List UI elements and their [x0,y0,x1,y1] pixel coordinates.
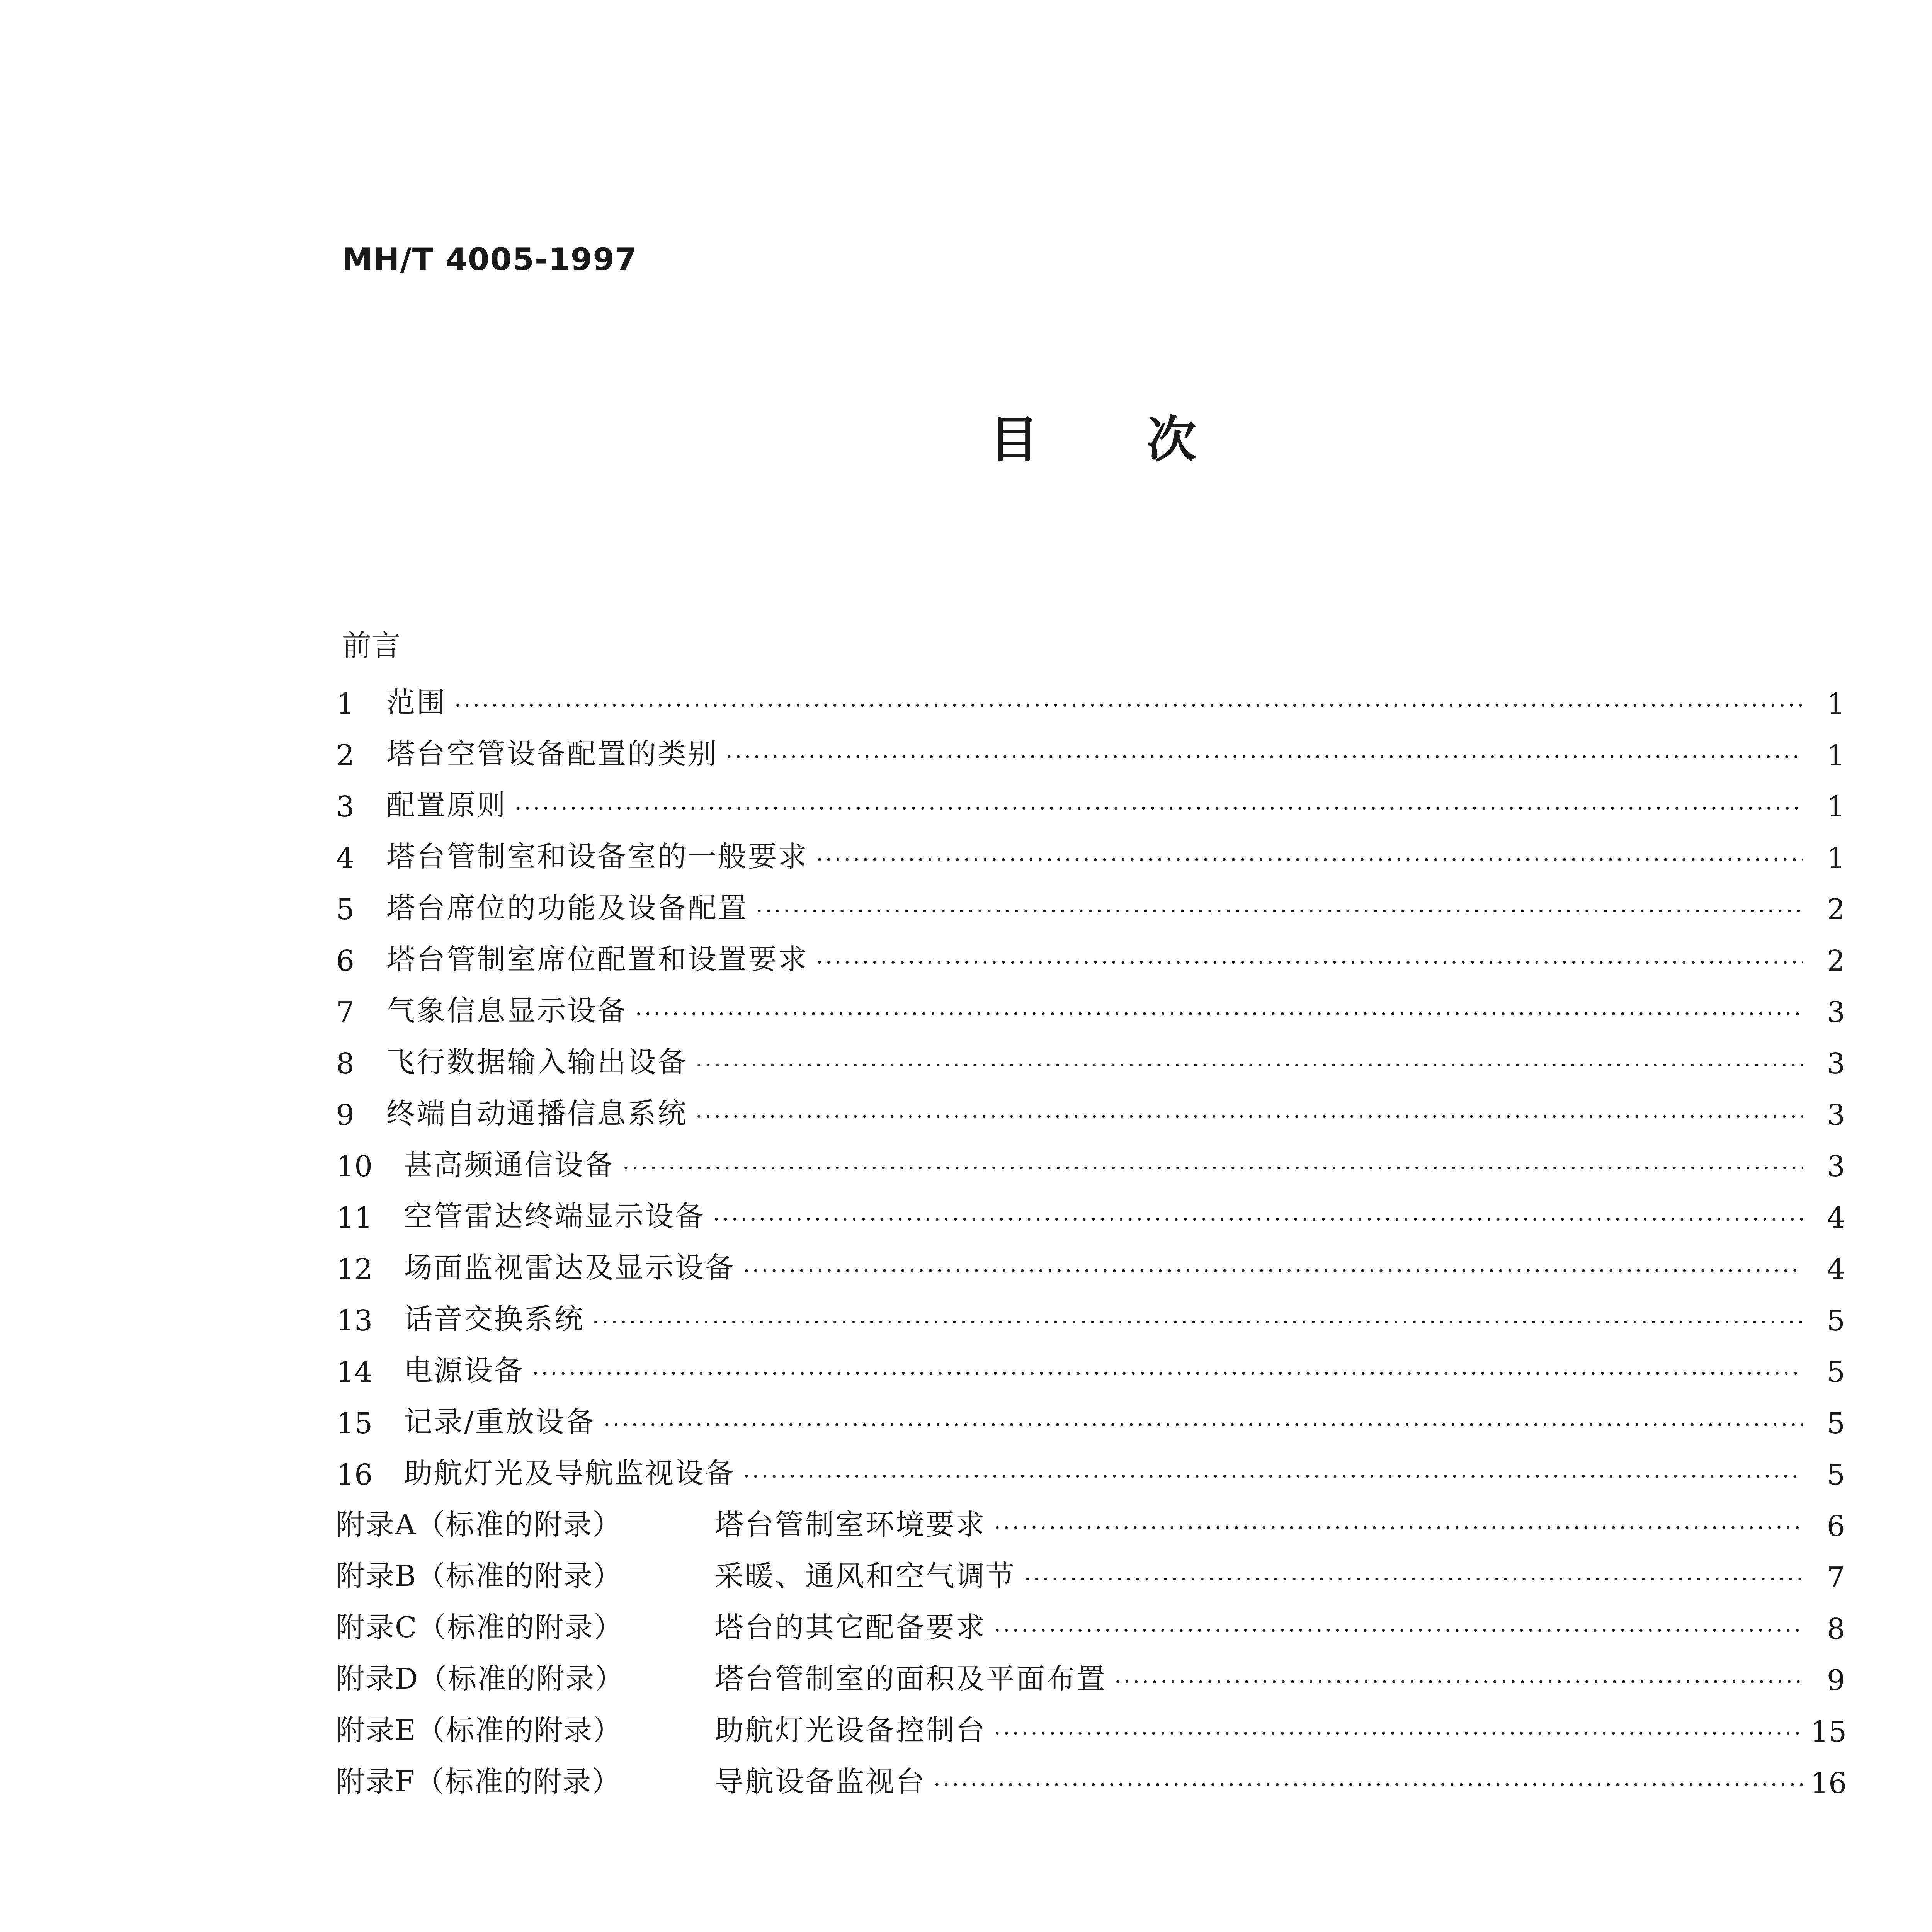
toc-entry-label: 塔台空管设备配置的类别 [386,737,718,770]
toc-entry-page: 3 [1827,996,1845,1029]
appendix-number: 附录D（标准的附录） [336,1662,624,1696]
toc-entry-label: 塔台管制室席位配置和设置要求 [386,943,808,976]
toc-entry-number: 4 [336,842,355,875]
dot-leader [994,1517,1803,1543]
dot-leader [934,1774,1803,1800]
toc-entry-7[interactable] [336,983,1845,1029]
toc-entry-page: 3 [1827,1047,1845,1080]
toc-appendix-a[interactable] [336,1497,1845,1543]
toc-entry-13[interactable] [336,1291,1845,1337]
standard-code: MH/T 4005-1997 [342,242,638,277]
appendix-label: 塔台管制室的面积及平面布置 [715,1662,1107,1696]
toc-entry-9[interactable] [336,1085,1845,1132]
toc-entry-number: 16 [336,1458,373,1492]
toc-entry-page: 5 [1827,1407,1845,1440]
toc-entry-number: 3 [336,790,355,823]
toc-entry-page: 4 [1827,1253,1845,1286]
toc-entry-number: 5 [336,893,355,926]
toc-entry-label: 配置原则 [386,789,507,822]
toc-entry-number: 1 [336,687,355,721]
appendix-label: 助航灯光设备控制台 [715,1714,986,1747]
dot-leader [696,1106,1803,1132]
toc-entry-15[interactable] [336,1394,1845,1440]
toc-entry-1[interactable] [336,674,1845,721]
appendix-number: 附录B（标准的附录） [336,1560,622,1593]
dot-leader [635,1003,1803,1029]
appendix-number: 附录C（标准的附录） [336,1611,623,1644]
toc-entry-label: 范围 [386,686,447,719]
toc-entry-11[interactable] [336,1188,1845,1235]
dot-leader [994,1723,1803,1748]
appendix-page: 6 [1827,1510,1845,1543]
toc-entry-16[interactable] [336,1445,1845,1492]
toc-entry-4[interactable] [336,828,1845,875]
dot-leader [756,901,1803,926]
toc-entry-number: 13 [336,1304,373,1337]
toc-entry-label: 电源设备 [404,1354,524,1387]
toc-entry-8[interactable] [336,1034,1845,1080]
toc-title: 目次 [989,411,1304,469]
toc-preface: 前言 [342,628,401,663]
appendix-label: 塔台管制室环境要求 [715,1508,986,1541]
toc-entry-14[interactable] [336,1342,1845,1389]
toc-appendix-e[interactable] [336,1702,1845,1748]
toc-entry-label: 塔台管制室和设备室的一般要求 [386,840,808,873]
toc-entry-label: 场面监视雷达及显示设备 [404,1251,735,1284]
toc-entry-page: 5 [1827,1304,1845,1337]
toc-entry-5[interactable] [336,880,1845,926]
dot-leader [816,849,1803,875]
toc-entry-number: 9 [336,1099,355,1132]
toc-entry-label: 塔台席位的功能及设备配置 [386,891,748,925]
dot-leader [743,1466,1803,1492]
toc-appendix-c[interactable] [336,1599,1845,1646]
toc-entry-label: 助航灯光及导航监视设备 [404,1457,735,1490]
toc-entry-page: 3 [1827,1150,1845,1183]
dot-leader [604,1415,1803,1440]
appendix-page: 15 [1810,1715,1847,1748]
dot-leader [1024,1569,1803,1594]
toc-entry-page: 2 [1827,893,1845,926]
appendix-number: 附录E（标准的附录） [336,1714,622,1747]
toc-entry-number: 15 [336,1407,373,1440]
appendix-page: 16 [1810,1767,1847,1800]
toc-entry-12[interactable] [336,1240,1845,1286]
toc-entry-number: 10 [336,1150,373,1183]
dot-leader [532,1363,1803,1389]
toc-entry-label: 空管雷达终端显示设备 [404,1200,705,1233]
toc-entry-page: 1 [1827,790,1845,823]
toc-entry-page: 2 [1827,944,1845,978]
toc-entry-number: 6 [336,944,355,978]
dot-leader [816,952,1803,978]
appendix-label: 采暖、通风和空气调节 [715,1560,1016,1593]
toc-appendix-d[interactable] [336,1651,1845,1697]
toc-entry-label: 终端自动通播信息系统 [386,1097,688,1130]
dot-leader [726,747,1803,772]
toc-entry-page: 5 [1827,1458,1845,1492]
toc-entry-page: 3 [1827,1099,1845,1132]
appendix-label: 导航设备监视台 [715,1765,926,1798]
toc-entry-page: 4 [1827,1201,1845,1235]
dot-leader [515,798,1803,823]
toc-entry-number: 14 [336,1355,373,1389]
toc-entry-page: 1 [1827,687,1845,721]
appendix-page: 8 [1827,1612,1845,1646]
dot-leader [1114,1672,1803,1697]
dot-leader [622,1158,1803,1183]
toc-entry-number: 2 [336,739,355,772]
dot-leader [592,1312,1803,1337]
appendix-label: 塔台的其它配备要求 [715,1611,986,1644]
toc-entry-10[interactable] [336,1137,1845,1183]
toc-entry-6[interactable] [336,931,1845,978]
dot-leader [994,1620,1803,1646]
toc-entry-2[interactable] [336,726,1845,772]
toc-entry-3[interactable] [336,777,1845,823]
appendix-number: 附录F（标准的附录） [336,1765,621,1798]
toc-entry-number: 11 [336,1201,373,1235]
toc-entry-page: 1 [1827,739,1845,772]
toc-entry-page: 1 [1827,842,1845,875]
dot-leader [743,1260,1803,1286]
toc-entry-label: 气象信息显示设备 [386,994,628,1027]
appendix-number: 附录A（标准的附录） [336,1508,622,1541]
dot-leader [454,695,1803,721]
toc-entry-number: 7 [336,996,355,1029]
appendix-page: 7 [1827,1561,1845,1594]
toc-entry-label: 飞行数据输入输出设备 [386,1046,688,1079]
dot-leader [713,1209,1803,1235]
toc-entry-label: 甚高频通信设备 [404,1148,615,1182]
toc-appendix-f[interactable] [336,1753,1845,1800]
toc-entry-page: 5 [1827,1355,1845,1389]
toc-entry-label: 记录/重放设备 [404,1405,596,1439]
toc-entry-label: 话音交换系统 [404,1303,585,1336]
dot-leader [696,1055,1803,1080]
toc-appendix-b[interactable] [336,1548,1845,1594]
toc-entry-number: 12 [336,1253,373,1286]
toc-entry-number: 8 [336,1047,355,1080]
appendix-page: 9 [1827,1664,1845,1697]
